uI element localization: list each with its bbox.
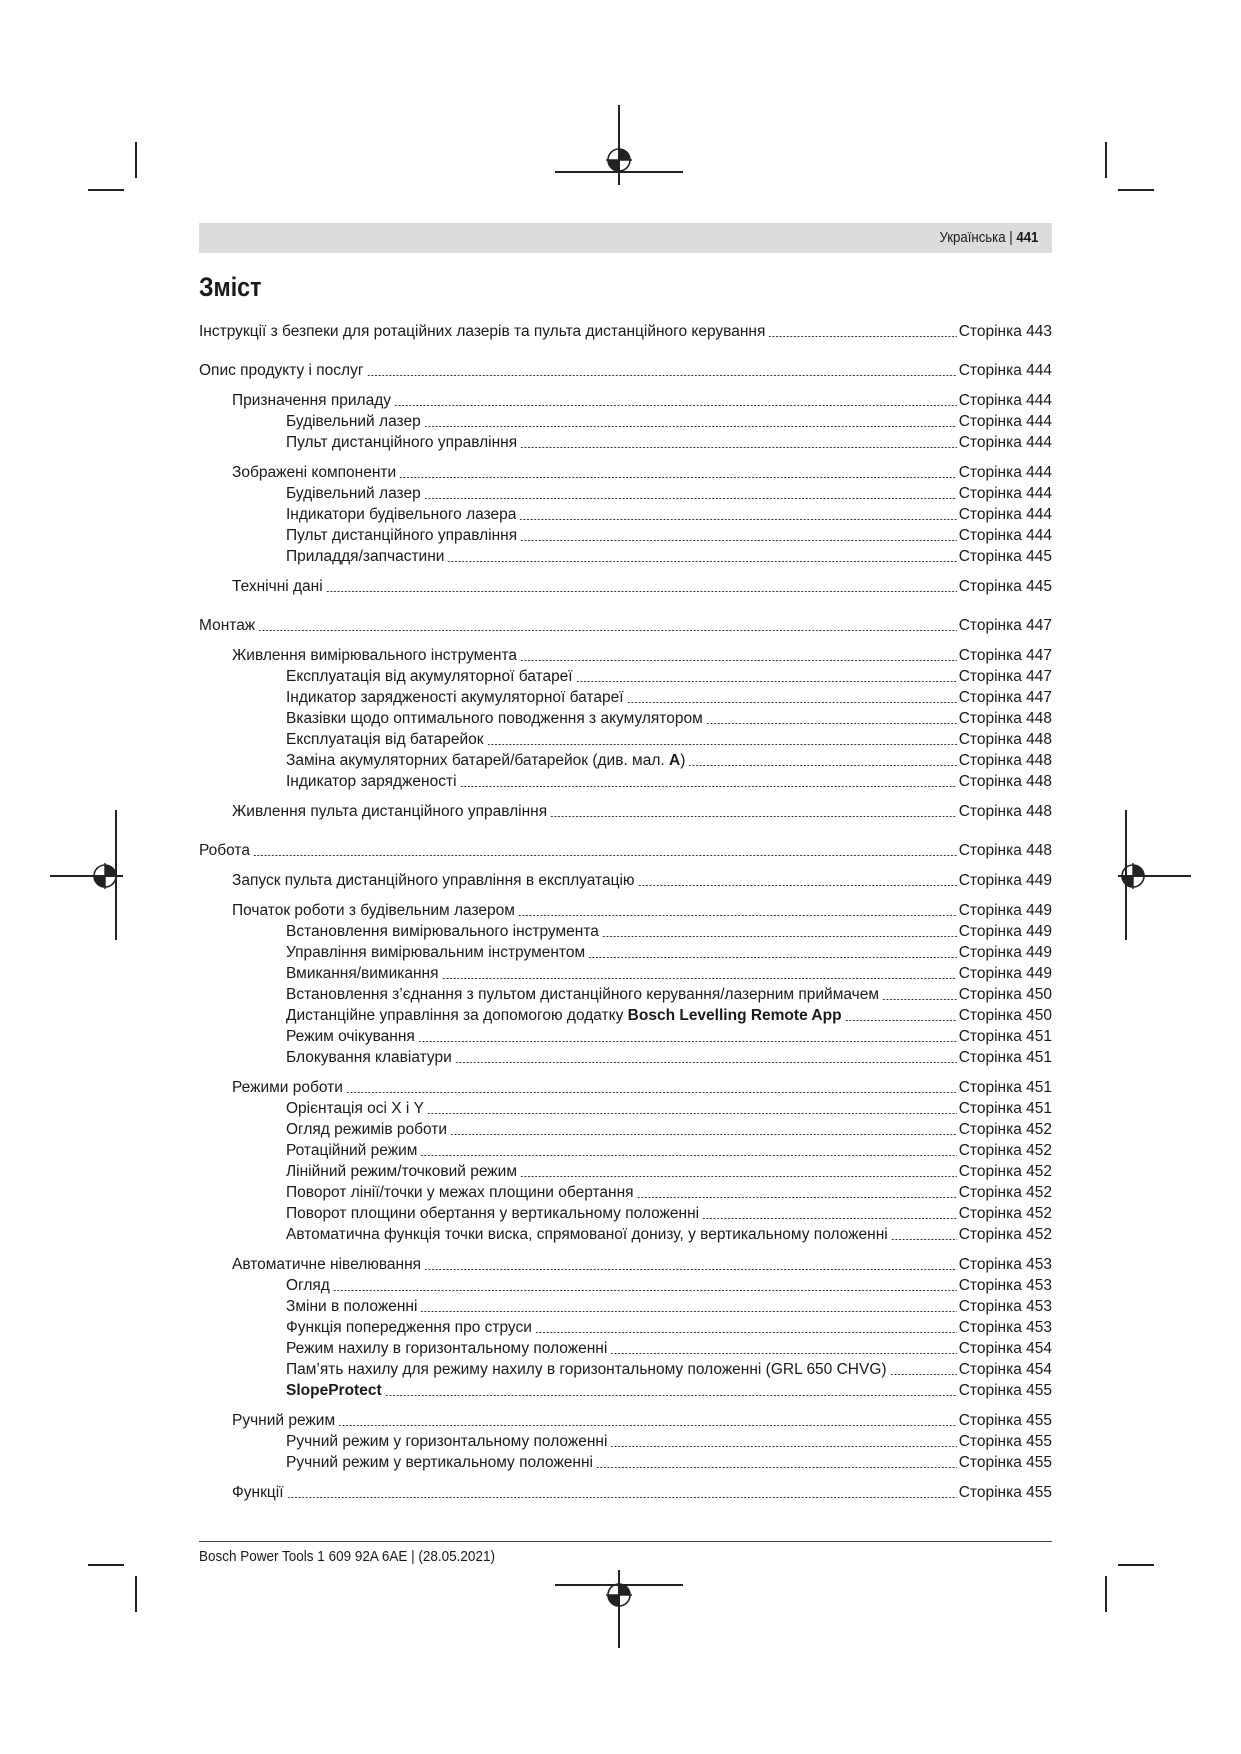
toc-spacer bbox=[199, 453, 1052, 462]
toc-entry[interactable] bbox=[199, 750, 1052, 771]
toc-entry-page: Сторінка 448 bbox=[958, 773, 1052, 790]
toc-entry-page: Сторінка 452 bbox=[958, 1121, 1052, 1138]
toc-entry[interactable] bbox=[199, 1410, 1052, 1431]
toc-spacer bbox=[199, 1473, 1052, 1482]
toc-entry[interactable] bbox=[199, 1254, 1052, 1275]
toc-spacer bbox=[199, 567, 1052, 576]
toc-entry-page: Сторінка 448 bbox=[958, 752, 1052, 769]
toc-entry-label: Режими роботи bbox=[232, 1079, 343, 1096]
toc-entry-page: Сторінка 455 bbox=[958, 1484, 1052, 1501]
toc-entry[interactable] bbox=[199, 1077, 1052, 1098]
toc-entry-page: Сторінка 455 bbox=[958, 1382, 1052, 1399]
header-page-number: 441 bbox=[1015, 229, 1038, 246]
toc-entry-page: Сторінка 452 bbox=[958, 1142, 1052, 1159]
toc-dot-leader bbox=[427, 1113, 957, 1114]
header-text bbox=[939, 229, 1038, 247]
toc-entry[interactable] bbox=[199, 462, 1052, 483]
toc-dot-leader bbox=[424, 426, 957, 427]
toc-entry[interactable] bbox=[199, 1161, 1052, 1182]
toc-dot-leader bbox=[576, 681, 957, 682]
toc-entry[interactable] bbox=[199, 1182, 1052, 1203]
toc-entry-label: Живлення пульта дистанційного управління bbox=[232, 803, 548, 820]
toc-dot-leader bbox=[891, 1239, 957, 1240]
toc-entry-label: Автоматична функція точки виска, спрямованої донизу, у вертикальному положенні bbox=[286, 1226, 888, 1243]
toc-entry[interactable] bbox=[199, 1140, 1052, 1161]
toc-entry-label: Експлуатація від акумуляторної батареї bbox=[286, 668, 573, 685]
toc-spacer bbox=[199, 861, 1052, 870]
toc-entry-page: Сторінка 452 bbox=[958, 1163, 1052, 1180]
footer-divider bbox=[199, 1541, 1052, 1542]
toc-entry-label: Лінійний режим/точковий режим bbox=[286, 1163, 517, 1180]
toc-entry-label: Будівельний лазер bbox=[286, 485, 421, 502]
toc-entry-label: Вмикання/вимикання bbox=[286, 965, 439, 982]
toc-entry-label: Встановлення з’єднання з пультом дистанційного керування/лазерним приймачем bbox=[286, 986, 880, 1003]
toc-dot-leader bbox=[519, 519, 956, 520]
toc-dot-leader bbox=[450, 1134, 957, 1135]
toc-entry[interactable] bbox=[199, 1359, 1052, 1380]
toc-entry[interactable] bbox=[199, 900, 1052, 921]
toc-entry[interactable] bbox=[199, 1005, 1052, 1026]
toc-entry[interactable] bbox=[199, 984, 1052, 1005]
toc-entry[interactable] bbox=[199, 1296, 1052, 1317]
toc-dot-leader bbox=[638, 885, 957, 886]
toc-entry-page: Сторінка 455 bbox=[958, 1412, 1052, 1429]
toc-dot-leader bbox=[520, 540, 957, 541]
toc-entry-page: Сторінка 454 bbox=[958, 1361, 1052, 1378]
registration-target-icon bbox=[92, 863, 118, 889]
toc-entry-page: Сторінка 453 bbox=[958, 1319, 1052, 1336]
toc-entry-page: Сторінка 447 bbox=[958, 647, 1052, 664]
toc-entry-label: Ротаційний режим bbox=[286, 1142, 418, 1159]
toc-entry-page: Сторінка 445 bbox=[958, 548, 1052, 565]
toc-entry-page: Сторінка 447 bbox=[958, 617, 1052, 634]
toc-entry-page: Сторінка 453 bbox=[958, 1277, 1052, 1294]
toc-entry[interactable] bbox=[199, 321, 1052, 342]
toc-entry-label: Блокування клавіатури bbox=[286, 1049, 452, 1066]
toc-entry-label: Приладдя/запчастини bbox=[286, 548, 445, 565]
toc-dot-leader bbox=[447, 561, 956, 562]
toc-entry[interactable] bbox=[199, 1026, 1052, 1047]
toc-spacer bbox=[199, 1401, 1052, 1410]
toc-dot-leader bbox=[550, 816, 957, 817]
toc-entry-label: Вказівки щодо оптимального поводження з акумулятором bbox=[286, 710, 703, 727]
crop-mark-bottom-right-horizontal bbox=[1118, 1564, 1154, 1566]
toc-entry-page: Сторінка 448 bbox=[958, 731, 1052, 748]
toc-entry-label: Інструкції з безпеки для ротаційних лазерів та пульта дистанційного керування bbox=[199, 323, 766, 340]
toc-entry-page: Сторінка 444 bbox=[958, 362, 1052, 379]
registration-target-icon bbox=[606, 1582, 632, 1608]
toc-entry-label: Автоматичне нівелювання bbox=[232, 1256, 422, 1273]
toc-entry-label: Пам’ять нахилу для режиму нахилу в горизонтальному положенні (GRL 650 CHVG) bbox=[286, 1361, 887, 1378]
toc-dot-leader bbox=[602, 936, 957, 937]
toc-entry-page: Сторінка 451 bbox=[958, 1049, 1052, 1066]
crop-mark-top-left-horizontal bbox=[88, 189, 124, 191]
crop-mark-top-left-vertical bbox=[135, 142, 137, 178]
toc-entry-page: Сторінка 447 bbox=[958, 668, 1052, 685]
toc-dot-leader bbox=[367, 375, 957, 376]
toc-dot-leader bbox=[487, 744, 957, 745]
toc-dot-leader bbox=[420, 1311, 956, 1312]
toc-entry-page: Сторінка 451 bbox=[958, 1028, 1052, 1045]
toc-entry[interactable] bbox=[199, 1098, 1052, 1119]
toc-dot-leader bbox=[326, 591, 957, 592]
toc-entry[interactable] bbox=[199, 411, 1052, 432]
toc-entry[interactable] bbox=[199, 870, 1052, 891]
toc-entry-page: Сторінка 455 bbox=[958, 1433, 1052, 1450]
toc-entry-label: Живлення вимірювального інструмента bbox=[232, 647, 518, 664]
toc-entry-label: Функції bbox=[232, 1484, 284, 1501]
toc-entry-page: Сторінка 444 bbox=[958, 527, 1052, 544]
toc-dot-leader bbox=[385, 1395, 957, 1396]
toc-entry[interactable] bbox=[199, 504, 1052, 525]
footer-text: Bosch Power Tools 1 609 92A 6AE | (28.05.2021) bbox=[199, 1548, 495, 1565]
toc-entry-page: Сторінка 452 bbox=[958, 1226, 1052, 1243]
toc-entry-label: Будівельний лазер bbox=[286, 413, 421, 430]
toc-dot-leader bbox=[460, 786, 957, 787]
toc-dot-leader bbox=[610, 1353, 956, 1354]
toc-entry-label: Початок роботи з будівельним лазером bbox=[232, 902, 515, 919]
toc-entry-label-bold: A bbox=[669, 752, 681, 769]
toc-dot-leader bbox=[455, 1062, 957, 1063]
toc-entry-label: Технічні дані bbox=[232, 578, 323, 595]
toc-entry[interactable] bbox=[199, 963, 1052, 984]
toc-entry-label: Запуск пульта дистанційного управління в експлуатацію bbox=[232, 872, 635, 889]
crop-mark-bottom-left-horizontal bbox=[88, 1564, 124, 1566]
toc-entry-page: Сторінка 451 bbox=[958, 1079, 1052, 1096]
page-title: Зміст bbox=[199, 272, 262, 302]
toc-entry[interactable] bbox=[199, 1203, 1052, 1224]
toc-entry-page: Сторінка 444 bbox=[958, 392, 1052, 409]
toc-entry[interactable] bbox=[199, 1452, 1052, 1473]
toc-entry[interactable] bbox=[199, 645, 1052, 666]
toc-dot-leader bbox=[520, 660, 957, 661]
toc-entry-label: Індикатор зарядженості акумуляторної батареї bbox=[286, 689, 624, 706]
toc-entry-page: Сторінка 455 bbox=[958, 1454, 1052, 1471]
toc-entry[interactable] bbox=[199, 942, 1052, 963]
header-language: Українська bbox=[939, 229, 1006, 246]
toc-entry-label: Управління вимірювальним інструментом bbox=[286, 944, 586, 961]
toc-dot-leader bbox=[520, 1176, 957, 1177]
toc-spacer bbox=[199, 822, 1052, 840]
toc-entry[interactable] bbox=[199, 921, 1052, 942]
toc-entry-label: Пульт дистанційного управління bbox=[286, 527, 518, 544]
toc-entry-page: Сторінка 453 bbox=[958, 1298, 1052, 1315]
toc-dot-leader bbox=[399, 477, 957, 478]
toc-entry-page: Сторінка 444 bbox=[958, 413, 1052, 430]
toc-entry[interactable] bbox=[199, 546, 1052, 567]
toc-entry-label: Робота bbox=[199, 842, 250, 859]
toc-entry-label: Дистанційне управління за допомогою додатку Bosch Levelling Remote App bbox=[286, 1007, 842, 1024]
toc-entry-label: Функція попередження про струси bbox=[286, 1319, 532, 1336]
toc-dot-leader bbox=[424, 1269, 957, 1270]
toc-spacer bbox=[199, 792, 1052, 801]
crop-mark-bottom-left-vertical bbox=[135, 1576, 137, 1612]
toc-entry-label: Режим нахилу в горизонтальному положенні bbox=[286, 1340, 608, 1357]
toc-dot-leader bbox=[338, 1425, 957, 1426]
toc-dot-leader bbox=[442, 978, 957, 979]
crop-mark-bottom-right-vertical bbox=[1105, 1576, 1107, 1612]
toc-entry-label: Заміна акумуляторних батарей/батарейок (див. мал. A) bbox=[286, 752, 686, 769]
toc-dot-leader bbox=[333, 1290, 957, 1291]
header-separator: | bbox=[1008, 229, 1013, 246]
toc-entry-page: Сторінка 443 bbox=[958, 323, 1052, 340]
toc-entry[interactable] bbox=[199, 1119, 1052, 1140]
toc-entry[interactable] bbox=[199, 840, 1052, 861]
toc-entry[interactable] bbox=[199, 615, 1052, 636]
toc-entry[interactable] bbox=[199, 1317, 1052, 1338]
toc-spacer bbox=[199, 597, 1052, 615]
toc-dot-leader bbox=[706, 723, 957, 724]
toc-entry-label: Індикатори будівельного лазера bbox=[286, 506, 517, 523]
toc-dot-leader bbox=[596, 1467, 957, 1468]
toc-entry-page: Сторінка 449 bbox=[958, 944, 1052, 961]
toc-entry-label: Огляд bbox=[286, 1277, 330, 1294]
toc-entry-page: Сторінка 452 bbox=[958, 1205, 1052, 1222]
toc-entry-label-bold: SlopeProtect bbox=[286, 1382, 382, 1399]
toc-dot-leader bbox=[520, 447, 957, 448]
toc-entry-page: Сторінка 445 bbox=[958, 578, 1052, 595]
toc-dot-leader bbox=[702, 1218, 957, 1219]
toc-entry-label: Поворот площини обертання у вертикальному положенні bbox=[286, 1205, 700, 1222]
toc-entry[interactable] bbox=[199, 801, 1052, 822]
toc-entry-label: Орієнтація осі X і Y bbox=[286, 1100, 425, 1117]
toc-entry-page: Сторінка 447 bbox=[958, 689, 1052, 706]
toc-entry-page: Сторінка 449 bbox=[958, 923, 1052, 940]
crop-mark-top-right-horizontal bbox=[1118, 189, 1154, 191]
toc-entry[interactable] bbox=[199, 771, 1052, 792]
toc-entry-label: Ручний режим у вертикальному положенні bbox=[286, 1454, 593, 1471]
toc-entry-label: Режим очікування bbox=[286, 1028, 415, 1045]
toc-entry-page: Сторінка 448 bbox=[958, 803, 1052, 820]
toc-dot-leader bbox=[845, 1020, 957, 1021]
toc-dot-leader bbox=[394, 405, 957, 406]
registration-line-top-vertical bbox=[618, 105, 620, 185]
registration-target-icon bbox=[606, 147, 632, 173]
toc-entry[interactable] bbox=[199, 1380, 1052, 1401]
page-header bbox=[199, 223, 1052, 253]
toc-entry-page: Сторінка 451 bbox=[958, 1100, 1052, 1117]
toc-entry-page: Сторінка 449 bbox=[958, 965, 1052, 982]
toc-entry[interactable] bbox=[199, 576, 1052, 597]
toc-entry-label: Зміни в положенні bbox=[286, 1298, 418, 1315]
toc-entry[interactable] bbox=[199, 432, 1052, 453]
toc-entry[interactable] bbox=[199, 1224, 1052, 1245]
toc-dot-leader bbox=[588, 957, 957, 958]
toc-entry[interactable] bbox=[199, 390, 1052, 411]
toc-dot-leader bbox=[424, 498, 957, 499]
toc-entry-page: Сторінка 453 bbox=[958, 1256, 1052, 1273]
toc-entry-page: Сторінка 454 bbox=[958, 1340, 1052, 1357]
toc-dot-leader bbox=[287, 1497, 957, 1498]
toc-entry-page: Сторінка 449 bbox=[958, 872, 1052, 889]
toc-dot-leader bbox=[535, 1332, 957, 1333]
toc-entry[interactable] bbox=[199, 1275, 1052, 1296]
toc-entry-label: Призначення приладу bbox=[232, 392, 392, 409]
toc-entry-page: Сторінка 450 bbox=[958, 1007, 1052, 1024]
toc-entry[interactable] bbox=[199, 708, 1052, 729]
toc-spacer bbox=[199, 636, 1052, 645]
toc-entry-page: Сторінка 448 bbox=[958, 710, 1052, 727]
toc-dot-leader bbox=[518, 915, 957, 916]
toc-dot-leader bbox=[637, 1197, 957, 1198]
toc-entry-page: Сторінка 450 bbox=[958, 986, 1052, 1003]
toc-entry[interactable] bbox=[199, 1338, 1052, 1359]
toc-spacer bbox=[199, 1068, 1052, 1077]
toc-entry-page: Сторінка 444 bbox=[958, 464, 1052, 481]
toc-entry-page: Сторінка 452 bbox=[958, 1184, 1052, 1201]
toc-entry-page: Сторінка 449 bbox=[958, 902, 1052, 919]
toc-entry-label: Експлуатація від батарейок bbox=[286, 731, 484, 748]
toc-entry[interactable] bbox=[199, 1047, 1052, 1068]
toc-entry[interactable] bbox=[199, 1431, 1052, 1452]
toc-entry-page: Сторінка 444 bbox=[958, 485, 1052, 502]
toc-dot-leader bbox=[688, 765, 956, 766]
toc-entry-page: Сторінка 444 bbox=[958, 506, 1052, 523]
toc-spacer bbox=[199, 1245, 1052, 1254]
toc-entry-page: Сторінка 448 bbox=[958, 842, 1052, 859]
toc-spacer bbox=[199, 342, 1052, 360]
toc-entry-label-bold: Bosch Levelling Remote App bbox=[627, 1007, 842, 1024]
toc-entry-label: Зображені компоненти bbox=[232, 464, 397, 481]
toc-dot-leader bbox=[890, 1374, 957, 1375]
toc-dot-leader bbox=[258, 630, 957, 631]
toc-entry[interactable] bbox=[199, 360, 1052, 381]
toc-entry[interactable] bbox=[199, 525, 1052, 546]
toc-entry-label: Ручний режим bbox=[232, 1412, 336, 1429]
toc-dot-leader bbox=[346, 1092, 957, 1093]
registration-target-icon bbox=[1120, 863, 1146, 889]
toc-entry-label: Пульт дистанційного управління bbox=[286, 434, 518, 451]
toc-entry-label bbox=[286, 1380, 382, 1401]
toc-entry-label: Поворот лінії/точки у межах площини обертання bbox=[286, 1184, 634, 1201]
toc-entry[interactable] bbox=[199, 687, 1052, 708]
toc-entry[interactable] bbox=[199, 483, 1052, 504]
toc-dot-leader bbox=[610, 1446, 956, 1447]
toc-dot-leader bbox=[253, 855, 957, 856]
toc-dot-leader bbox=[768, 336, 956, 337]
toc-spacer bbox=[199, 381, 1052, 390]
toc-entry-label: Огляд режимів роботи bbox=[286, 1121, 448, 1138]
toc-entry[interactable] bbox=[199, 1482, 1052, 1503]
toc-dot-leader bbox=[420, 1155, 956, 1156]
toc-spacer bbox=[199, 891, 1052, 900]
toc-entry-label: Ручний режим у горизонтальному положенні bbox=[286, 1433, 608, 1450]
toc-dot-leader bbox=[418, 1041, 957, 1042]
toc-entry[interactable] bbox=[199, 729, 1052, 750]
toc-entry-page: Сторінка 444 bbox=[958, 434, 1052, 451]
table-of-contents bbox=[199, 321, 1052, 1503]
toc-entry-label: Монтаж bbox=[199, 617, 256, 634]
toc-entry-label: Опис продукту і послуг bbox=[199, 362, 364, 379]
toc-entry-label: Індикатор зарядженості bbox=[286, 773, 457, 790]
toc-dot-leader bbox=[882, 999, 957, 1000]
toc-dot-leader bbox=[627, 702, 957, 703]
toc-entry-label: Встановлення вимірювального інструмента bbox=[286, 923, 599, 940]
crop-mark-top-right-vertical bbox=[1105, 142, 1107, 178]
toc-entry[interactable] bbox=[199, 666, 1052, 687]
